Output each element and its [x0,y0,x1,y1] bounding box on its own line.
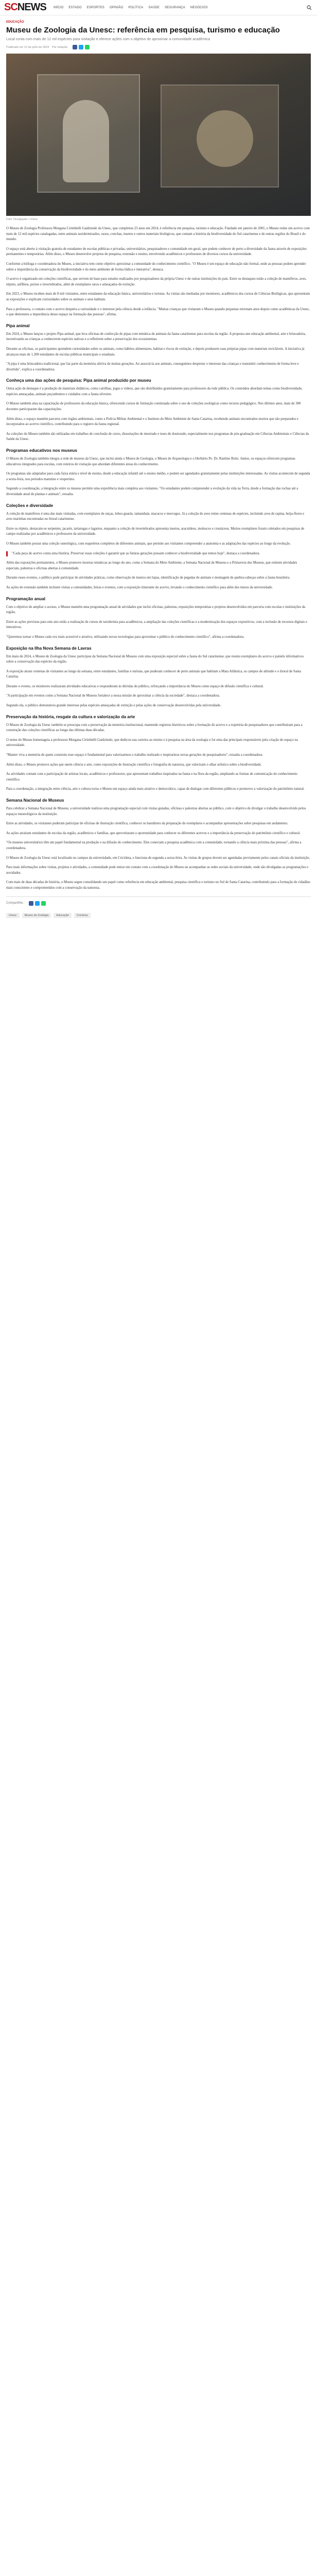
section-heading: Semana Nacional de Museus [6,798,64,803]
article-paragraph: O Museu também possui uma coleção osteológica, com esqueletos completos de diferentes animais, que permite aos visitantes compreender a anatomia e as adaptações das espécies ao longo da evolução. [6,541,291,546]
twitter-icon[interactable] [35,901,40,906]
specimen [63,100,109,182]
article-paragraph: "Os museus universitários têm um papel fundamental na produção e na difusão do conhecimento. Eles conectam a pesquisa acadêmica com a comunidade, tornando a ciência mais próxima das pessoas", afirma a coordenadora. [6,841,302,850]
tag-chip[interactable]: Unesc [6,913,20,918]
article-paragraph: Outra ação de destaque é a produção de materiais didáticos, como cartilhas, jogos e vídeos, que são distribuídos gratuitamente para professores da rede pública. Os conteúdos abordam temas como biodiversidade, espécies ameaçadas, animais peçonhentos e cuidados com a fauna silvestre. [6,387,303,396]
search-icon[interactable] [306,4,313,11]
tag-chip[interactable]: Criciúma [74,913,91,918]
tag-list [6,913,311,918]
article-paragraph: As coleções do Museu também são utilizadas em trabalhos de conclusão de curso, dissertações de mestrado e teses de doutorado, especialmente nos programas de pós-graduação em Ciências Ambientais e Ciências da Saúde da Unesc. [6,432,309,442]
article-paragraph: Além disso, o espaço mantém parceria com órgãos ambientais, como a Polícia Militar Ambiental e o Instituto do Meio Ambiente de Santa Catarina, recebendo animais encontrados mortos que são preparados e incorporados ao acervo científico, contribuindo para o registro da fauna regional. [6,417,298,427]
article-title: Museu de Zoologia da Unesc: referência em pesquisa, turismo e educação [6,26,280,35]
share-bar [6,896,311,910]
paragraph-group [6,806,311,891]
article-paragraph: Além disso, o Museu promove ações que unem ciência e arte, como exposições de ilustração científica e fotografia de natureza, que valorizam o olhar artístico sobre a biodiversidade. [6,762,262,767]
nav-item[interactable]: SAÚDE [148,6,160,9]
whatsapp-icon[interactable] [41,901,46,906]
paragraph-group [6,605,311,640]
article-paragraph: As ações de extensão também incluem visitas a comunidades, feiras e eventos, com a exposição itinerante do acervo, levando o conhecimento científico para além dos muros da universidade. [6,585,273,589]
tag-chip[interactable]: Educação [54,913,71,918]
section-heading: Exposição na Ilha Nova Semana de Lavras [6,646,92,651]
share-icons [73,45,90,49]
nav-item[interactable]: ESTADO [68,6,82,9]
nav-item[interactable]: POLÍTICA [128,6,144,9]
whatsapp-icon[interactable] [85,45,90,49]
section-heading: Conheça uma das ações de pesquisa: Pipa animal produzido por museu [6,378,151,383]
article-paragraph: Durante o evento, os monitores realizaram atividades educativas e responderam às dúvidas do público, reforçando a importância do Museu como espaço de difusão científica e cultural. [6,684,264,688]
pull-quote: "Cada peça do acervo conta uma história. Preservar essas coleções é garantir que as futuras gerações possam conhecer a biodiversidade que temos hoje", destaca a coordenadora. [6,551,311,557]
article-paragraph: Para a coordenação, a integração entre ciência, arte e cultura torna o Museu um espaço ainda mais atrativo e democrático, capaz de dialogar com diferentes públicos e promover a valorização do patrimônio natural. [6,787,305,791]
nav-item[interactable]: INÍCIO [53,6,64,9]
article-paragraph: Durante esses eventos, o público pode participar de atividades práticas, como observação de insetos em lupas, identificação de pegadas de animais e montagem de quebra-cabeças sobre a fauna brasileira. [6,576,290,580]
article-paragraph: As ações atraíram estudantes de escolas da região, acadêmicos e famílias, que aproveitaram a oportunidade para conhecer os diferentes acervos e a importância da preservação do patrimônio científico e cultural. [6,831,301,835]
section-heading: Programação anual [6,596,45,601]
article-paragraph: "A participação em eventos como a Semana Nacional de Museus fortalece a nossa missão de aproximar a ciência da sociedade", destaca a coordenadora. [6,694,220,698]
section-heading: Preservação da história, resgate da cultura e valorização da arte [6,714,135,719]
paragraph-group [6,456,311,498]
site-logo[interactable] [4,2,46,13]
nav-item[interactable]: ESPORTES [86,6,104,9]
article-paragraph: O Museu de Zoologia também integra a rede de museus da Unesc, que inclui ainda o Museu de Geologia, o Museu de Arqueologia e o Herbário Pe. Dr. Raulino Reitz. Juntos, os espaços oferecem programas educativos integrados para escolas, com roteiros de visitação que abordam diferentes áreas do conhecimento. [6,457,295,466]
article-paragraph: O Museu de Zoologia da Unesc está localizado no campus da universidade, em Criciúma, e funciona de segunda a sexta-feira. As visitas de grupos devem ser agendadas previamente pelos canais oficiais da instituição. [6,856,310,860]
share-label: Compartilhe: [6,902,24,905]
article-paragraph: Entre as ações previstas para este ano estão a realização de cursos de taxidermia para acadêmicos, a ampliação das coleções científicas e a modernização dos espaços expositivos, com a inclusão de recursos digitais e interativos. [6,620,307,630]
article-date: Publicado em 12 de julho de 2024 [6,45,49,49]
article-meta [6,45,311,49]
article-paragraph: "Queremos tornar o Museu cada vez mais acessível e atrativo, utilizando novas tecnologias para aproximar o público do conhecimento científico", afirma a coordenadora. [6,635,244,639]
article-paragraph: O Museu de Zoologia Professora Morgana Cirimbelli Gaidzinski da Unesc, que completou 23 anos em 2024, é referência em pesquisa, turismo e educação. Fundado em janeiro de 2001, o Museu reúne um acervo com mais de 12 mil espécies catalogadas, entre animais taxidermizados, ossos, conchas, insetos e outros materiais biológicos, que contam a história da biodiversidade do Sul catarinense e de outras regiões do Brasil e do mundo. [6,227,310,242]
article-paragraph: Em maio de 2024, o Museu de Zoologia da Unesc participou da Semana Nacional de Museus com uma exposição especial sobre a fauna do Sul catarinense, que reuniu exemplares do acervo e painéis informativos sobre a conservação das espécies da região. [6,654,304,664]
article-paragraph: Com mais de duas décadas de história, o Museu segue consolidando seu papel como referência em educação ambiental, pesquisa científica e turismo no Sul de Santa Catarina, contribuindo para a formação de cidadãos mais conscientes e comprometidos com a conservação da natureza. [6,880,310,890]
article-paragraph: O Museu de Zoologia da Unesc também se preocupa com a preservação da memória institucional, mantendo registros históricos sobre a formação do acervo e a trajetória de pesquisadores que contribuíram para a construção das coleções científicas ao longo das últimas duas décadas. [6,723,303,733]
nav-item[interactable]: SEGURANÇA [164,6,185,9]
top-bar [0,0,317,15]
nav-item[interactable]: OPINIÃO [109,6,124,9]
section-heading: Programas educativos nos museus [6,448,77,453]
article-paragraph: Durante as oficinas, os participantes aprendem curiosidades sobre os animais, como hábitos alimentares, habitat e riscos de extinção, e depois produzem suas próprias pipas com materiais recicláveis. A iniciativa já alcançou mais de 1.200 estudantes de escolas públicas municipais e estaduais. [6,347,305,357]
article-paragraph: O Museu também atua na capacitação de professores da educação básica, oferecendo cursos de formação continuada sobre o uso de coleções zoológicas como recurso pedagógico. Nos últimos anos, mais de 300 docentes participaram das capacitações. [6,402,301,412]
article-page [0,15,317,918]
article-paragraph: O nome do Museu homenageia a professora Morgana Cirimbelli Gaidzinski, que dedicou sua carreira ao ensino e à pesquisa na área da zoologia e foi uma das principais responsáveis pela criação do espaço na universidade. [6,738,298,748]
article-paragraph: Para a professora, o contato com o acervo desperta a curiosidade e o interesse pela ciência desde a infância. "Muitas crianças que visitaram o Museu quando pequenas retornam anos depois como acadêmicas da Unesc, o que demonstra a importância desse espaço na formação das pessoas", afirma. [6,307,310,317]
share-icons [29,901,46,906]
nav-item[interactable]: NEGÓCIOS [190,6,208,9]
article-paragraph: Os programas são adaptados para cada faixa etária e nível de ensino, desde a educação infantil até o ensino médio, e podem ser agendados gratuitamente pelas instituições interessadas. As visitas acontecem de segunda a sexta-feira, nos períodos matutino e vespertino. [6,472,310,481]
article-category[interactable]: EDUCAÇÃO [6,21,24,24]
article-paragraph: Em 2023, o Museu recebeu mais de 8 mil visitantes, entre estudantes da educação básica, universitários e turistas. As visitas são mediadas por monitores, acadêmicos dos cursos de Ciências Biológicas, que apresentam as exposições e explicam curiosidades sobre os animais e seus habitats. [6,292,310,301]
article-paragraph: O acervo é organizado em coleções científicas, que servem de base para estudos realizados por pesquisadores da própria Unesc e de outras instituições do país. Entre os destaques estão a coleção de mamíferos, aves, répteis, anfíbios, peixes e invertebrados, além de exemplares raros e ameaçados de extinção. [6,277,307,286]
twitter-icon[interactable] [79,45,83,49]
paragraph-group [6,386,311,443]
facebook-icon[interactable] [29,901,33,906]
article-body [6,226,311,891]
section-heading: Pipa animal [6,323,30,328]
main-nav [54,6,208,9]
article-paragraph: Segundo a coordenação, a integração entre os museus permite uma experiência mais completa aos visitantes. "Os estudantes podem compreender a evolução da vida na Terra, desde a formação das rochas até a diversidade atual de plantas e animais", ressalta. [6,487,298,496]
tag-chip[interactable]: Museu de Zoologia [22,913,51,918]
facebook-icon[interactable] [73,45,77,49]
paragraph-group [6,512,311,547]
article-paragraph: A coleção de mamíferos é uma das mais visitadas, com exemplares de onças, lobos-guarás, tamanduás, macacos e morcegos. Já a coleção de aves reúne centenas de espécies, incluindo aves de rapina, beija-flores e aves marinhas encontradas no litoral catarinense. [6,512,305,521]
logo-sc: SC [4,2,17,13]
article-paragraph: Para mais informações sobre visitas, projetos e atividades, a comunidade pode entrar em contato com a coordenação do Museu ou acompanhar as redes sociais da universidade, onde são divulgadas as programações e novidades. [6,866,308,875]
paragraph-group [6,654,311,709]
article-paragraph: A exposição atraiu centenas de visitantes ao longo da semana, entre estudantes, famílias e turistas, que puderam conhecer de perto animais que habitam a Mata Atlântica, os campos de altitude e o litoral de Santa Catarina. [6,669,302,679]
paragraph-group [6,332,311,373]
article-paragraph: "A pipa é uma brincadeira tradicional, que faz parte da memória afetiva de muitas gerações. Ao associá-la aos animais, conseguimos despertar o interesse das crianças e transmitir conhecimento de forma leve e divertida", explica a coordenadora. [6,362,299,371]
logo-news: NEWS [17,2,46,13]
article-subtitle: Local conta com mais de 12 mil espécies para visitação e oferece ações com o objetivo de aproximar a comunidade acadêmica [6,38,210,41]
article-paragraph: O espaço está aberto à visitação gratuita de estudantes de escolas públicas e privadas, universitários, pesquisadores e comunidade em geral, que podem conhecer de perto a diversidade da fauna através de exposições permanentes e temporárias. Além disso, o Museu desenvolve projetos de pesquisa, extensão e ensino, envolvendo acadêmicos e professores de diversos cursos da universidade. [6,247,307,257]
article-paragraph: Além das exposições permanentes, o Museu promove mostras temáticas ao longo do ano, como a Semana do Meio Ambiente, a Semana Nacional de Museus e a Primavera dos Museus, que reúnem atividades especiais, palestras e oficinas abertas à comunidade. [6,561,297,570]
article-paragraph: Entre as atividades, os visitantes puderam participar de oficinas de ilustração científica, conhecer os bastidores da preparação de exemplares e acompanhar apresentações sobre pesquisas em andamento. [6,822,288,826]
hero-image [6,54,311,216]
paragraph-group [6,561,311,590]
paragraph-group [6,723,311,792]
article-paragraph: Conforme a bióloga e coordenadora do Museu, a iniciativa tem como objetivo aproximar a comunidade do conhecimento científico. "O Museu é um espaço de educação não formal, onde as pessoas podem aprender sobre a importância da conservação da biodiversidade e do meio ambiente de forma lúdica e interativa", destaca. [6,262,306,272]
specimen [197,110,253,167]
article-paragraph: "Manter viva a memória de quem construiu esse espaço é fundamental para valorizarmos o trabalho realizado e inspirarmos novas gerações de pesquisadores", ressalta a coordenadora. [6,753,263,757]
article-paragraph: Entre os répteis, destacam-se serpentes, jacarés, tartarugas e lagartos, enquanto a coleção de invertebrados apresenta insetos, aracnídeos, moluscos e crustáceos. Muitos exemplares foram coletados em pesquisas de campo realizadas por acadêmicos e professores da universidade. [6,527,305,536]
image-caption: Foto: Divulgação / Unesc [6,218,38,221]
section-heading: Coleções e diversidade [6,503,54,508]
paragraph-group [6,226,311,318]
article-paragraph: Com o objetivo de ampliar o acesso, o Museu mantém uma programação anual de atividades que inclui oficinas, palestras, exposições temporárias e projetos desenvolvidos em parceria com escolas e instituições da região. [6,605,306,615]
article-paragraph: As atividades contam com a participação de artistas locais, acadêmicos e professores, que apresentam trabalhos inspirados na fauna e na flora da região, ampliando as formas de comunicação do conhecimento científico. [6,772,297,782]
article-author: Por redação [52,45,68,49]
article-paragraph: Em 2024, o Museu lançou o projeto Pipa animal, que leva oficinas de confecção de pipas com temática de animais da fauna catarinense para escolas da região. A proposta une educação ambiental, arte e brincadeira, incentivando as crianças a conhecerem espécies nativas e a refletirem sobre a preservação dos ecossistemas. [6,332,306,342]
article-paragraph: Para celebrar a Semana Nacional de Museus, a universidade realizou uma programação especial com visitas guiadas, oficinas e palestras abertas ao público, com o objetivo de divulgar o trabalho desenvolvido pelos espaços museológicos da instituição. [6,807,306,816]
article-paragraph: Segundo ela, o público demonstrou grande interesse pelas espécies ameaçadas de extinção e pelas ações de conservação desenvolvidas pela universidade. [6,704,221,708]
